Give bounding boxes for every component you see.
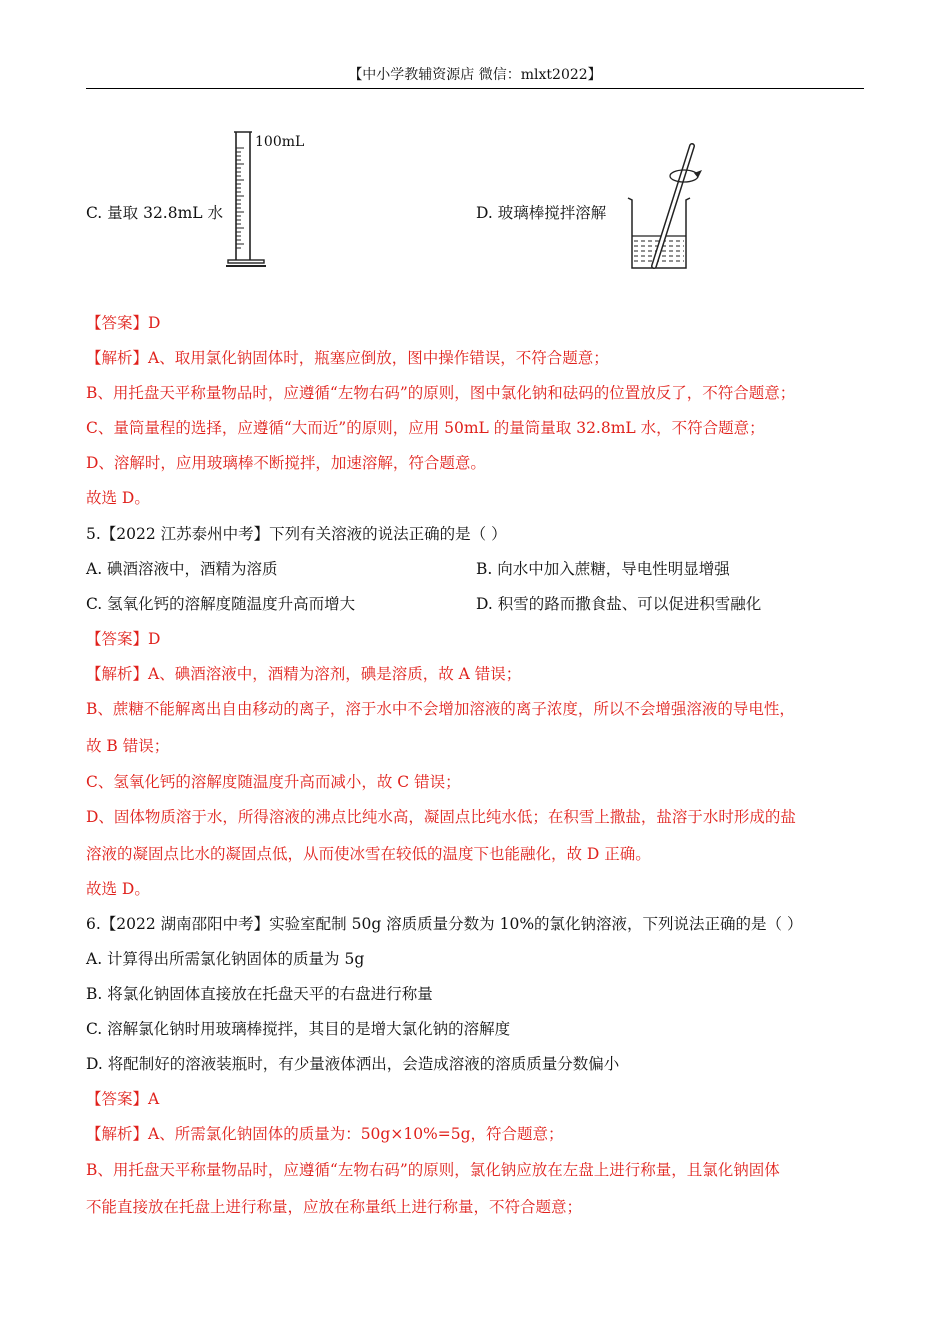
- q5-analysis-line: D、固体物质溶于水，所得溶液的沸点比纯水高，凝固点比纯水低；在积雪上撒盐，盐溶于水时形成的盐: [86, 808, 796, 826]
- q4-conclusion: 故选 D。: [86, 489, 150, 507]
- q5-option-a: A. 碘酒溶液中，酒精为溶质: [86, 560, 278, 578]
- q6-analysis-line: 【解析】A、所需氯化钠固体的质量为：50g×10%=5g，符合题意；: [86, 1125, 564, 1143]
- beaker-stirring-figure: [622, 140, 702, 272]
- q4-answer: 【答案】D: [86, 314, 161, 332]
- option-d-caption: D. 玻璃棒搅拌溶解: [476, 204, 607, 222]
- q4-analysis-line: 【解析】A、取用氯化钠固体时，瓶塞应倒放，图中操作错误，不符合题意；: [86, 349, 609, 367]
- q5-option-b: B. 向水中加入蔗糖，导电性明显增强: [476, 560, 730, 578]
- q4-analysis-line: C、量筒量程的选择，应遵循“大而近”的原则，应用 50mL 的量筒量取 32.8mL 水，不符合题意；: [86, 419, 765, 437]
- q5-option-c: C. 氢氧化钙的溶解度随温度升高而增大: [86, 595, 356, 613]
- page-header: 【中小学教辅资源店 微信：mlxt2022】: [86, 66, 864, 89]
- q6-stem: 6.【2022 湖南邵阳中考】实验室配制 50g 溶质质量分数为 10%的氯化钠溶液，下列说法正确的是（ ）: [86, 915, 803, 933]
- q6-option-c: C. 溶解氯化钠时用玻璃棒搅拌，其目的是增大氯化钠的溶解度: [86, 1020, 511, 1038]
- q5-stem: 5.【2022 江苏泰州中考】下列有关溶液的说法正确的是（ ）: [86, 525, 507, 543]
- q6-option-d: D. 将配制好的溶液装瓶时，有少量液体洒出，会造成溶液的溶质质量分数偏小: [86, 1055, 620, 1073]
- q5-answer: 【答案】D: [86, 630, 161, 648]
- q5-analysis-line: 故 B 错误；: [86, 737, 170, 755]
- q6-option-a: A. 计算得出所需氯化钠固体的质量为 5g: [86, 950, 365, 968]
- q5-analysis-line: C、氢氧化钙的溶解度随温度升高而减小，故 C 错误；: [86, 773, 461, 791]
- q6-answer: 【答案】A: [86, 1090, 160, 1108]
- q5-analysis-line: B、蔗糖不能解离出自由移动的离子，溶于水中不会增加溶液的离子浓度，所以不会增强溶液的导电性，: [86, 700, 795, 718]
- q6-analysis-line: 不能直接放在托盘上进行称量，应放在称量纸上进行称量，不符合题意；: [86, 1198, 583, 1216]
- q5-analysis-line: 【解析】A、碘酒溶液中，酒精为溶剂，碘是溶质，故 A 错误；: [86, 665, 522, 683]
- q5-option-d: D. 积雪的路而撒食盐、可以促进积雪融化: [476, 595, 762, 613]
- q4-analysis-line: B、用托盘天平称量物品时，应遵循“左物右码”的原则，图中氯化钠和砝码的位置放反了，不符合题意；: [86, 384, 796, 402]
- option-c-caption: C. 量取 32.8mL 水: [86, 204, 224, 222]
- q4-analysis-line: D、溶解时，应用玻璃棒不断搅拌，加速溶解，符合题意。: [86, 454, 486, 472]
- graduated-cylinder-figure: [222, 128, 322, 270]
- cylinder-capacity-label: 100mL: [255, 134, 305, 150]
- q5-conclusion: 故选 D。: [86, 880, 150, 898]
- q6-option-b: B. 将氯化钠固体直接放在托盘天平的右盘进行称量: [86, 985, 433, 1003]
- q5-analysis-line: 溶液的凝固点比水的凝固点低，从而使冰雪在较低的温度下也能融化，故 D 正确。: [86, 845, 651, 863]
- q6-analysis-line: B、用托盘天平称量物品时，应遵循“左物右码”的原则，氯化钠应放在左盘上进行称量，且氯化钠固体: [86, 1161, 780, 1179]
